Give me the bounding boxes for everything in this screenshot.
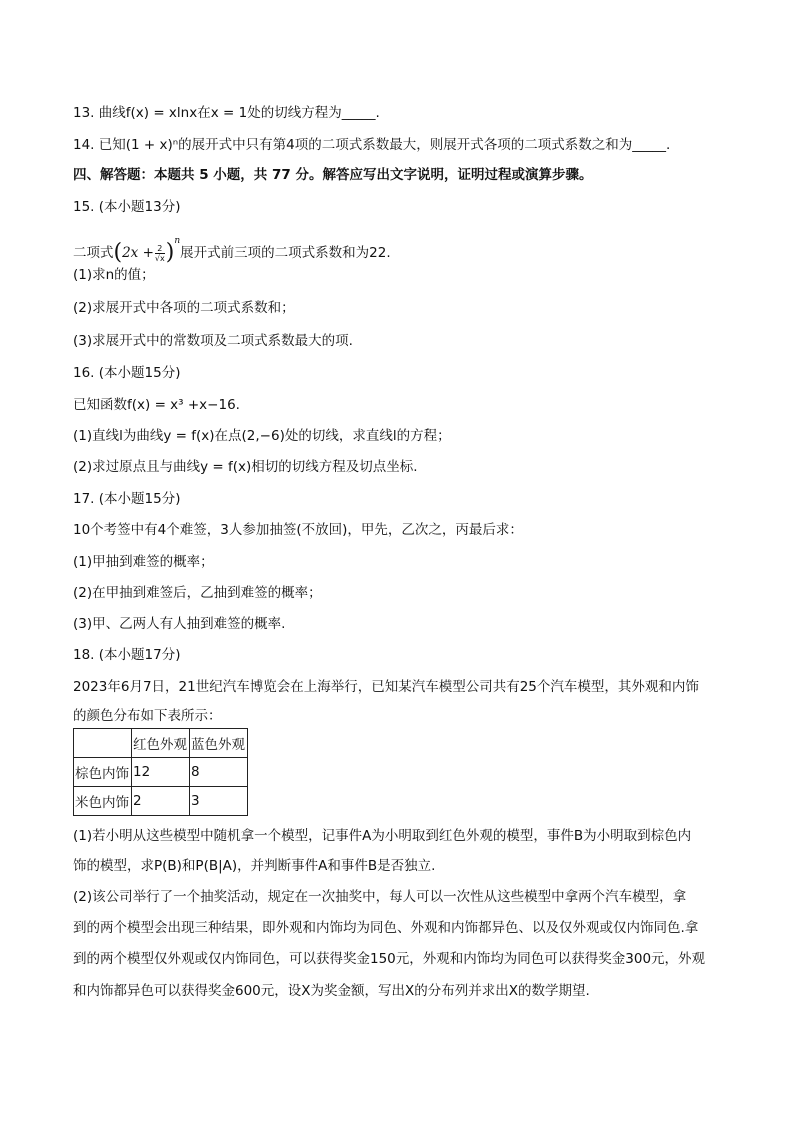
text-line-q18h: 18. (本小题17分) [73, 647, 181, 663]
text-line-q14: 14. 已知(1 + x)ⁿ的展开式中只有第4项的二项式系数最大，则展开式各项的二项式系数之和为_____. [73, 137, 671, 153]
table-cell: 棕色内饰 [74, 758, 132, 787]
text-line-q13: 13. 曲线f(x) = xlnx在x = 1处的切线方程为_____. [73, 105, 380, 121]
text-line-q18a1: (1)若小明从这些模型中随机拿一个模型，记事件A为小明取到红色外观的模型，事件B为小明取到棕色内 [73, 828, 692, 844]
table-row [74, 758, 248, 787]
table-cell: 米色内饰 [74, 787, 132, 816]
text-line-q18s2: 的颜色分布如下表所示： [73, 708, 222, 724]
table-cell: 蓝色外观 [190, 729, 248, 758]
table-cell: 3 [190, 787, 248, 816]
text-line-q16a: (1)直线l为曲线y = f(x)在点(2,−6)处的切线，求直线l的方程； [73, 428, 451, 444]
text-line-q17s: 10个考签中有4个难签，3人参加抽签(不放回)，甲先，乙次之，丙最后求： [73, 522, 523, 538]
text-line-sec4: 四、解答题：本题共 5 小题，共 77 分。解答应写出文字说明，证明过程或演算步骤。 [73, 167, 593, 183]
table-header-row [74, 729, 248, 758]
text-line-q15h: 15. (本小题13分) [73, 199, 181, 215]
q15-stem-suffix: 展开式前三项的二项式系数和为22. [180, 245, 391, 261]
q15-stem-prefix: 二项式 [73, 245, 114, 261]
q15-stem-exponent: n [174, 236, 181, 246]
table-cell [74, 729, 132, 758]
q15-stem-fraction: $\frac{2}{√x}$ [154, 243, 165, 263]
text-line-q17b: (2)在甲抽到难签后，乙抽到难签的概率； [73, 585, 322, 601]
table-cell: 红色外观 [132, 729, 190, 758]
text-line-q15b: (2)求展开式中各项的二项式系数和； [73, 300, 295, 316]
text-line-q18b4: 和内饰都异色可以获得奖金600元，设X为奖金额，写出X的分布列并求出X的数学期望. [73, 983, 590, 999]
text-line-q18s1: 2023年6月7日，21世纪汽车博览会在上海举行，已知某汽车模型公司共有25个汽车模型，其外观和内饰 [73, 679, 699, 695]
table-row [74, 787, 248, 816]
text-line-q15c: (3)求展开式中的常数项及二项式系数最大的项. [73, 333, 353, 349]
text-line-q18b1: (2)该公司举行了一个抽奖活动，规定在一次抽奖中，每人可以一次性从这些模型中拿两个汽车模型，拿 [73, 889, 687, 905]
table-cell: 2 [132, 787, 190, 816]
table-cell: 12 [132, 758, 190, 787]
text-line-q17h: 17. (本小题15分) [73, 491, 181, 507]
text-line-q18b2: 到的两个模型会出现三种结果，即外观和内饰均为同色、外观和内饰都异色、以及仅外观或仅内饰同色.拿 [73, 920, 699, 936]
text-line-q16h: 16. (本小题15分) [73, 365, 181, 381]
text-line-q16s: 已知函数f(x) = x³ +x−16. [73, 397, 240, 413]
table-cell: 8 [190, 758, 248, 787]
text-line-q17c: (3)甲、乙两人有人抽到难签的概率. [73, 616, 286, 632]
text-line-q15a: (1)求n的值； [73, 267, 155, 283]
text-line-q16b: (2)求过原点且与曲线y = f(x)相切的切线方程及切点坐标. [73, 459, 418, 475]
text-line-q18a2: 饰的模型，求P(B)和P(B|A)，并判断事件A和事件B是否独立. [73, 858, 436, 874]
text-line-q17a: (1)甲抽到难签的概率； [73, 554, 214, 570]
text-line-q18b3: 到的两个模型仅外观或仅内饰同色，可以获得奖金150元，外观和内饰均为同色可以获得奖金300元，外观 [73, 951, 706, 967]
q15-stem-term: 2x + [122, 245, 154, 261]
q15-stem: 二项式(2x + $\frac{2}{√x}$ )$^n$展开式前三项的二项式系数和为22. [73, 236, 391, 265]
color-distribution-table [73, 728, 248, 816]
